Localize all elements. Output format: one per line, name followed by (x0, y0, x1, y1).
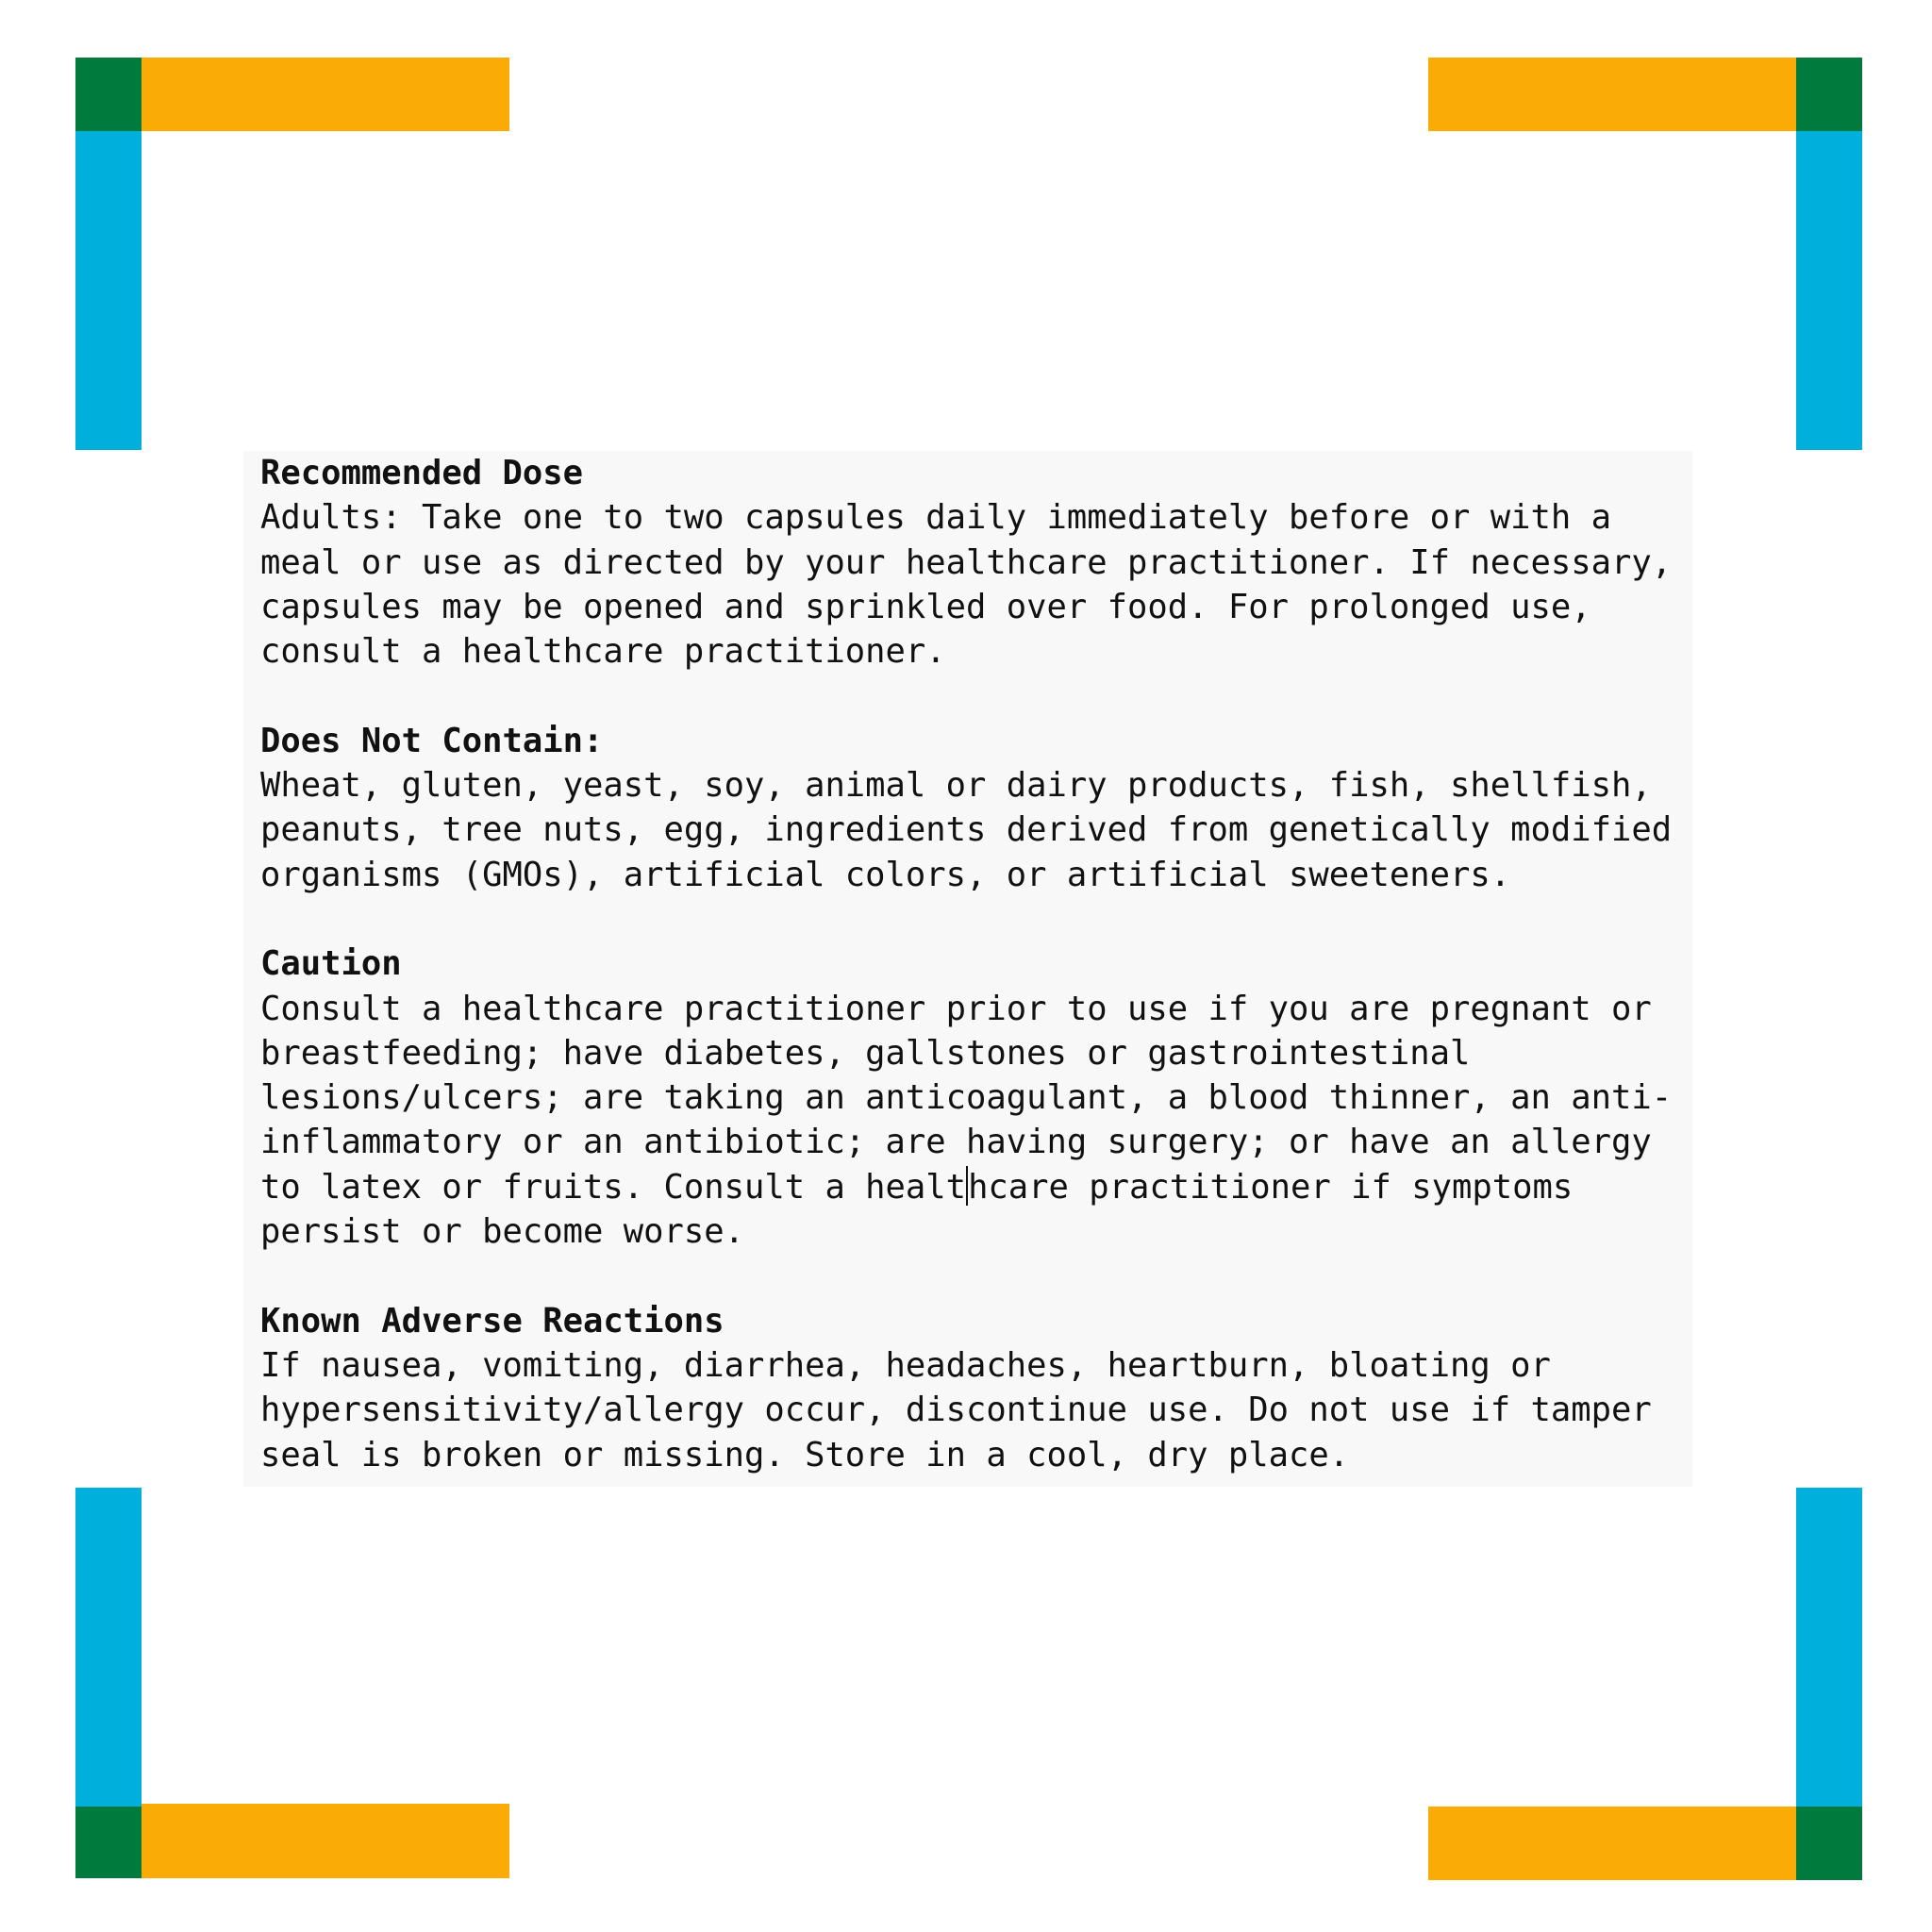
corner-bottom-left-green (75, 1807, 142, 1878)
corner-top-right-blue (1796, 131, 1862, 450)
body-line: meal or use as directed by your healthcare practitioner. If necessary, (260, 542, 1673, 582)
corner-bottom-right-orange (1428, 1807, 1796, 1880)
corner-bottom-right-blue (1796, 1488, 1862, 1807)
body-line: persist or become worse. (260, 1212, 744, 1252)
corner-top-right-green (1796, 58, 1862, 131)
corner-bottom-right-green (1796, 1807, 1862, 1880)
section-heading: Does Not Contain: (260, 721, 604, 760)
corner-top-left-green (75, 58, 142, 131)
body-line-with-cursor (260, 1165, 1675, 1209)
corner-top-left-blue (75, 131, 142, 450)
corner-top-right-orange (1428, 58, 1796, 131)
body-line: organisms (GMOs), artificial colors, or artificial sweeteners. (260, 855, 1511, 894)
section-heading: Known Adverse Reactions (260, 1301, 724, 1341)
body-line: consult a healthcare practitioner. (260, 632, 946, 672)
section-heading: Caution (260, 944, 402, 984)
text-after-cursor: hcare practitioner if symptoms (968, 1167, 1574, 1207)
text-before-cursor: to latex or fruits. Consult a healt (260, 1167, 967, 1207)
body-line: seal is broken or missing. Store in a cool, dry place. (260, 1435, 1350, 1474)
section-does-not-contain (260, 719, 1675, 897)
body-line: capsules may be opened and sprinkled over food. For prolonged use, (260, 587, 1591, 626)
corner-bottom-left-orange (142, 1804, 509, 1878)
section-heading: Recommended Dose (260, 454, 583, 492)
body-line: inflammatory or an antibiotic; are having surgery; or have an allergy (260, 1123, 1652, 1162)
text-panel[interactable] (243, 451, 1692, 1487)
body-line: peanuts, tree nuts, egg, ingredients derived from genetically modified (260, 810, 1673, 850)
body-line: Wheat, gluten, yeast, soy, animal or dairy products, fish, shellfish, (260, 766, 1652, 806)
body-line: hypersensitivity/allergy occur, discontinue use. Do not use if tamper (260, 1391, 1652, 1430)
body-line: lesions/ulcers; are taking an anticoagulant, a blood thinner, an anti- (260, 1078, 1673, 1118)
corner-top-left-orange (142, 58, 509, 131)
section-caution (260, 941, 1675, 1254)
section-recommended-dose (260, 451, 1675, 674)
corner-bottom-left-blue (75, 1488, 142, 1807)
body-line: Consult a healthcare practitioner prior to use if you are pregnant or (260, 989, 1652, 1028)
section-known-adverse-reactions (260, 1299, 1675, 1477)
body-line: Adults: Take one to two capsules daily immediately before or with a (260, 498, 1611, 538)
body-line: breastfeeding; have diabetes, gallstones or gastrointestinal (260, 1033, 1471, 1073)
body-line: If nausea, vomiting, diarrhea, headaches, heartburn, bloating or (260, 1345, 1551, 1385)
